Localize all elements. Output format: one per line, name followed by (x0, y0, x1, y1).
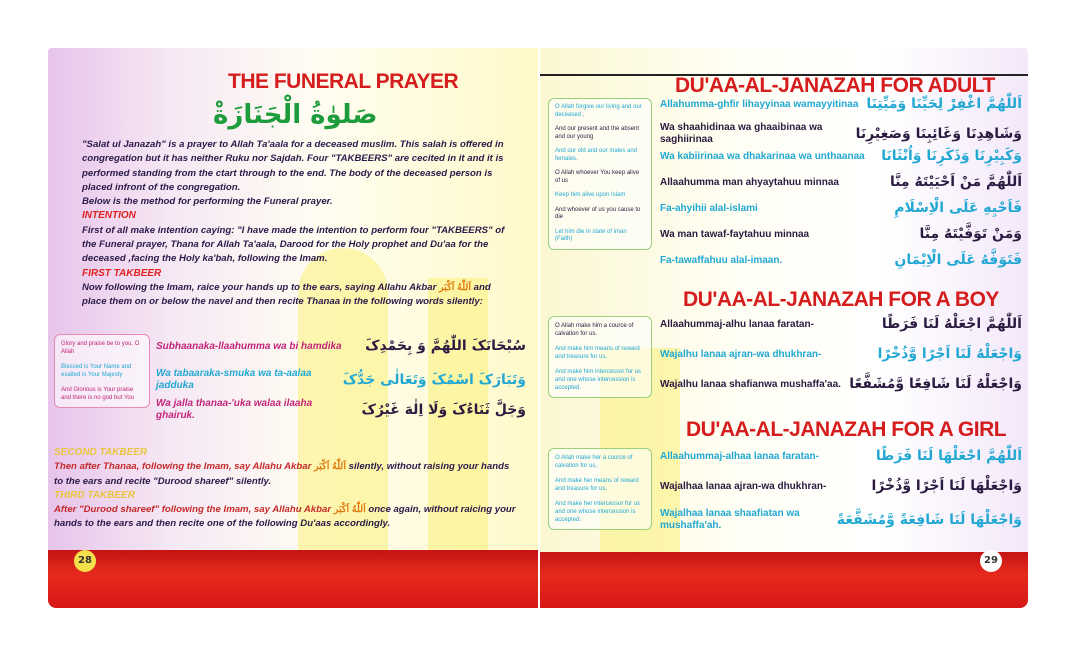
text: Now following the Imam, raice your hands up to the ears, saying Allahu Akbar (82, 281, 437, 293)
thanaa-arabic: وَتَبَارَکَ اسْمُکَ وَتَعَالٰی جَدُّکَ (342, 371, 526, 388)
translit-line: Allahumma-ghfir lihayyinaa wamayyitinaa (660, 98, 859, 110)
intro-text (82, 138, 512, 310)
page-number: 28 (74, 550, 96, 572)
third-takbeer-heading: THIRD TAKBEER (54, 489, 135, 501)
translit-line: Wajalhaa lanaa ajran-wa dhukhran- (660, 480, 827, 492)
girl-translation-box (548, 448, 652, 530)
arabic-line: وَمَنْ تَوَفَّيْتَهُ مِنَّا (919, 226, 1022, 242)
translit-line: Wajalhu lanaa ajran-wa dhukhran- (660, 348, 822, 360)
translit-line: Wajalhaa lanaa shaafiatan wa mushaffa'ah. (660, 508, 800, 531)
text: After "Durood shareef" following the Imam, say Allahu Akbar (54, 504, 332, 516)
translation-line: And whoever of us you cause to die (555, 206, 641, 220)
translation-line: O Allah forgive our living and our deceased , (555, 104, 642, 118)
translation-line: Let him die in state of iman (Faith) (555, 228, 627, 242)
arabic-line: وَكَبِيْرِنَا وَذَكَرِنَا وَاُنْثَانَا (881, 148, 1022, 164)
dua-line (660, 252, 1022, 269)
arabic-line: وَاجْعَلْهَا لَنَا شَافِعَةً وَّمُشَفَّعَةً (836, 511, 1022, 528)
translit-line: Wajalhu lanaa shafianwa mushaffa'aa. (660, 378, 841, 390)
allahu-akbar-arabic: اَللّٰهُ اَكْبَر (313, 461, 346, 473)
thanaa-translit: Wa jalla thanaa-'uka walaa ilaaha ghairuk. (156, 398, 313, 421)
takbeer-section (54, 446, 520, 532)
dua-line (660, 316, 1022, 333)
thanaa-translit: Wa tabaaraka-smuka wa ta-aalaa jadduka (156, 368, 312, 391)
dua-line (660, 346, 1022, 363)
thanaa-translit: Subhaanaka-llaahumma wa bi hamdika (156, 340, 342, 352)
translation-line: And make her means of reward and treasure for us, (555, 478, 639, 492)
translit-line: Allaahummaj-alhu lanaa faratan- (660, 318, 814, 330)
text: Then after Thanaa, following the Imam, say Allahu Akbar (54, 461, 312, 473)
allahu-akbar-arabic: اَللّٰهُ اَكْبَر (439, 281, 471, 293)
text: and place them on or below the navel and then recite Thanaa in the following words silently: (82, 281, 491, 308)
thanaa-arabic: سُبْحَانَکَ اللّٰهُمَّ وَ بِحَمْدِکَ (365, 338, 526, 354)
intention-heading: INTENTION (82, 210, 136, 222)
arabic-line: وَاجْعَلْهُ لَنَا شَافِعًا وَّمُشَفَّعًا (849, 376, 1022, 392)
arabic-title: صَلوٰةُ الْجَنَازَةْ (213, 100, 378, 130)
thanaa-line (156, 338, 526, 355)
footer-band (540, 552, 1028, 608)
arabic-line: اَللّٰهُمَّ اجْعَلْهَا لَنَا فَرَطًا (875, 448, 1022, 464)
arabic-line: فَاَحْيِهِ عَلَى الْاِسْلَامِ (894, 200, 1022, 216)
left-page (48, 48, 538, 608)
thanaa-arabic: وَجَلَّ ثَنَاءُکَ وَلَا اِلٰهَ غَيْرُکَ (361, 401, 526, 418)
third-takbeer-text (54, 503, 520, 532)
dua-line (660, 376, 1022, 393)
dua-line (660, 478, 1022, 495)
adult-translation-box (548, 98, 652, 250)
thanaa-line (156, 398, 526, 422)
dua-line (660, 226, 1022, 243)
text: once again, without raicing your hands to the ears and then recite one of the following Du'aas accordingly. (54, 504, 516, 530)
intention-text: First of all make intention caying: "I have made the intention to perform four "TAKBEERS" of the Funeral prayer, Thana for Allah Ta'aala, Darood for the Holy prophet and Du'aa for the deceased ,facing the Holy ka'bah, following the Imam. (82, 224, 505, 265)
translation-line: O Allah make him a cource of calvation for us. (555, 323, 634, 337)
thanaa-line (156, 368, 526, 392)
thanaa-translation-box (54, 334, 150, 408)
intro-paragraph: "Salat ul Janazah" is a prayer to Allah Ta'aala for a deceased muslim. This salah is offered in congregation but it has neither Ruku nor Sajdah. Four "TAKBEERS" are cecited in it and it is performed standing from the ctart through to the end. The body of the deceased person is placed infront of the congregation. (82, 139, 504, 193)
second-takbeer-text (54, 460, 520, 489)
translation-line: Blessed is Your Name and exalted is Your Majesty (61, 364, 132, 378)
first-takbeer-heading: FIRST TAKBEER (82, 267, 162, 279)
dua-line (660, 174, 1022, 191)
allahu-akbar-arabic: اَللّٰهُ اَكْبَر (333, 504, 366, 516)
arabic-line: وَاجْعَلْهَا لَنَا اَجْرًا وَّذُخْرًا (871, 478, 1022, 494)
arabic-line: اَللّٰهُمَّ اجْعَلْهُ لَنَا فَرَطًا (881, 316, 1022, 332)
arabic-line: اَللّٰهُمَّ اغْفِرْ لِحَيِّنَا وَمَيِّتِنَا (866, 96, 1022, 112)
translit-line: Allaahumma man ahyaytahuu minnaa (660, 176, 839, 188)
translation-line: O Allah whoever You keep alive of us (555, 170, 640, 184)
translation-line: And our old and our males and females. (555, 148, 638, 162)
dua-line (660, 448, 1022, 465)
translit-line: Allaahummaj-alhaa lanaa faratan- (660, 450, 819, 462)
page-number: 29 (980, 550, 1002, 572)
translit-line: Fa-ahyihii alal-islami (660, 202, 758, 214)
intro-paragraph: Below is the method for performing the Funeral prayer. (82, 196, 333, 208)
footer-band (48, 550, 538, 608)
dua-line (660, 508, 1022, 532)
page-title: THE FUNERAL PRAYER (228, 70, 459, 93)
translation-line: Keep him alive upon Islam (555, 192, 626, 198)
minaret-decoration (428, 278, 488, 578)
boy-translation-box (548, 316, 652, 398)
dua-line (660, 122, 1022, 146)
translation-line: And make her intercessor for us and one whose intercession is accepted. (555, 501, 641, 523)
second-takbeer-heading: SECOND TAKBEER (54, 447, 148, 458)
girl-title: DU'AA-AL-JANAZAH FOR A GIRL (686, 418, 1007, 441)
translation-line: And Glorious is Your praise and there is no god but You (61, 387, 135, 401)
translit-line: Wa shaahidinaa wa ghaaibinaa wa saghiirinaa (660, 122, 823, 145)
translation-line: And make him means of reward and treasure for us, (555, 346, 640, 360)
arabic-line: اَللّٰهُمَّ مَنْ اَحْيَيْتَهُ مِنَّا (889, 174, 1022, 190)
arabic-line: وَشَاهِدِنَا وَغَائِبِنَا وَصَغِيْرِنَا (855, 125, 1022, 142)
translation-line: O Allah make her a cource of calvation for us, (555, 455, 633, 469)
dua-line (660, 96, 1022, 113)
translit-line: Wa man tawaf-faytahuu minnaa (660, 228, 810, 240)
translation-line: Glory and praise be to you, O Allah (61, 341, 140, 355)
dua-line (660, 148, 1022, 165)
translation-line: And make him intercessor for us and one whose intercession is accepted. (555, 369, 642, 391)
dua-line (660, 200, 1022, 217)
arabic-line: فَتَوَفَّهُ عَلَى الْاِيْمَانِ (894, 252, 1022, 268)
boy-title: DU'AA-AL-JANAZAH FOR A BOY (683, 288, 999, 311)
translit-line: Fa-tawaffahuu alal-imaan. (660, 254, 783, 266)
adult-title: DU'AA-AL-JANAZAH FOR ADULT (675, 74, 995, 97)
right-page (540, 48, 1028, 608)
arabic-line: وَاجْعَلْهُ لَنَا اَجْرًا وَّذُخْرًا (877, 346, 1022, 362)
translation-line: And our present and the absent and our young (555, 126, 640, 140)
translit-line: Wa kabiirinaa wa dhakarinaa wa unthaanaa (660, 150, 865, 162)
first-takbeer-text (82, 281, 512, 310)
text: silently, without raising your hands to the ears and recite "Durood shareef" silently. (54, 461, 510, 487)
